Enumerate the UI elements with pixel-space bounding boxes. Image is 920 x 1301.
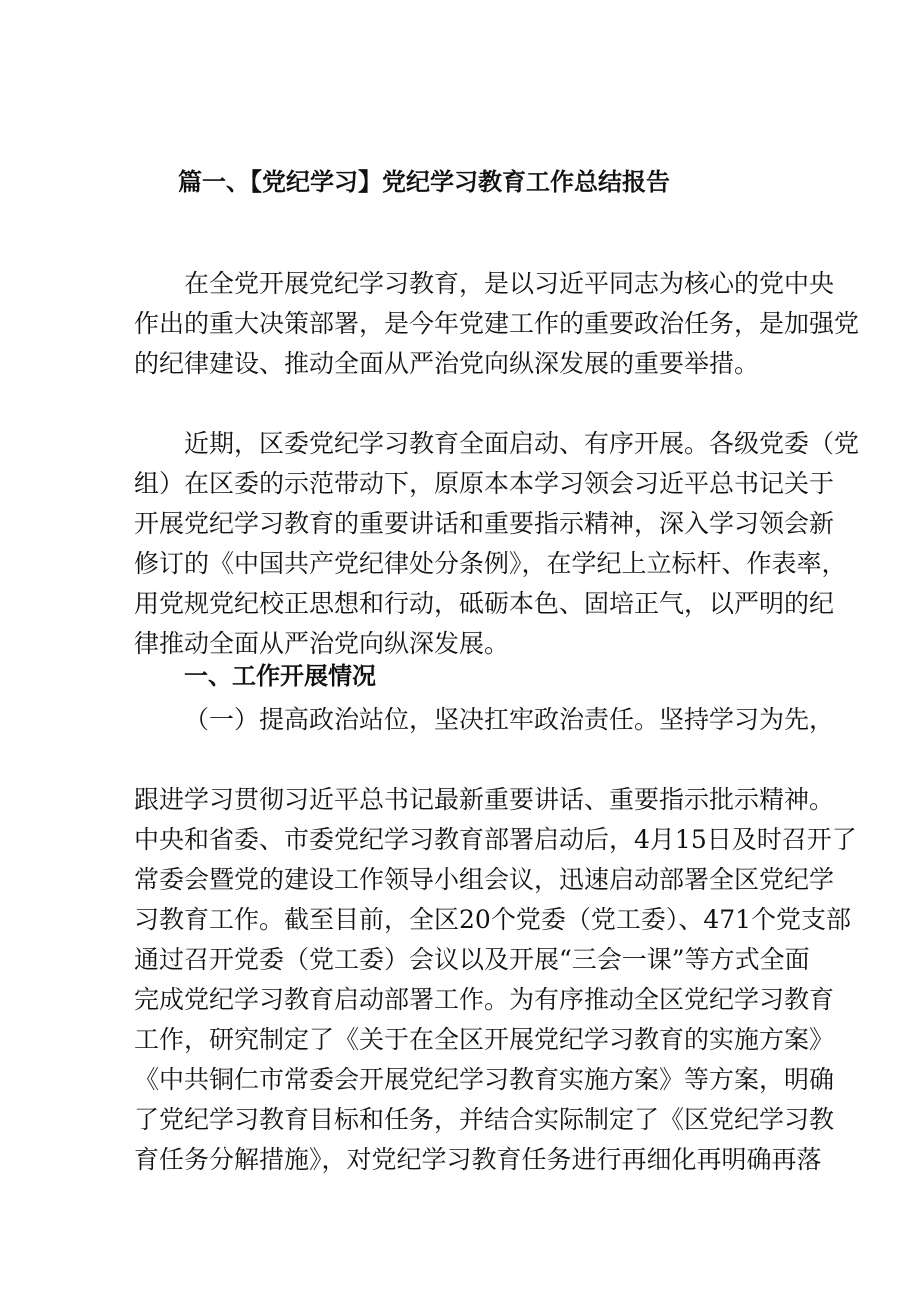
paragraph-line: 的纪律建设、推动全面从严治党向纵深发展的重要举措。 — [134, 349, 760, 378]
section-heading: 一、工作开展情况 — [184, 662, 376, 690]
paragraph-line: 跟进学习贯彻习近平总书记最新重要讲话、重要指示批示精神。 — [134, 785, 835, 814]
paragraph-line: 通过召开党委（党工委）会议以及开展“三会一课”等方式全面 — [134, 945, 810, 974]
paragraph-line: 近期，区委党纪学习教育全面启动、有序开展。各级党委（党 — [184, 429, 860, 458]
document-title: 篇一、【党纪学习】党纪学习教育工作总结报告 — [178, 168, 670, 196]
paragraph-line: 《中共铜仁市常委会开展党纪学习教育实施方案》等方案，明确 — [134, 1065, 835, 1094]
paragraph-line: 完成党纪学习教育启动部署工作。为有序推动全区党纪学习教育 — [134, 985, 835, 1014]
paragraph-line: 工作，研究制定了《关于在全区开展党纪学习教育的实施方案》 — [134, 1025, 835, 1054]
paragraph-line: 习教育工作。截至目前，全区20个党委（党工委）、471个党支部 — [134, 905, 852, 934]
paragraph-line: 育任务分解措施》，对党纪学习教育任务进行再细化再明确再落 — [134, 1145, 822, 1174]
paragraph-line: （一）提高政治站位，坚决扛牢政治责任。坚持学习为先， — [184, 705, 835, 734]
paragraph-line: 在全党开展党纪学习教育，是以习近平同志为核心的党中央 — [184, 269, 835, 298]
paragraph-recent — [134, 424, 860, 664]
paragraph-work-first-line — [134, 700, 835, 740]
paragraph-line: 用党规党纪校正思想和行动，砥砺本色、固培正气，以严明的纪 — [134, 589, 835, 618]
paragraph-line: 开展党纪学习教育的重要讲话和重要指示精神，深入学习领会新 — [134, 509, 835, 538]
paragraph-line: 了党纪学习教育目标和任务，并结合实际制定了《区党纪学习教 — [134, 1105, 835, 1134]
paragraph-intro — [134, 264, 860, 384]
paragraph-line: 组）在区委的示范带动下，原原本本学习领会习近平总书记关于 — [134, 469, 835, 498]
paragraph-line: 作出的重大决策部署，是今年党建工作的重要政治任务，是加强党 — [134, 309, 860, 338]
paragraph-line: 常委会暨党的建设工作领导小组会议，迅速启动部署全区党纪学 — [134, 865, 835, 894]
paragraph-line: 律推动全面从严治党向纵深发展。 — [134, 629, 510, 658]
paragraph-line: 修订的《中国共产党纪律处分条例》，在学纪上立标杆、作表率， — [134, 549, 847, 578]
paragraph-work — [134, 780, 857, 1180]
paragraph-line: 中央和省委、市委党纪学习教育部署启动后，4月15日及时召开了 — [134, 825, 857, 854]
